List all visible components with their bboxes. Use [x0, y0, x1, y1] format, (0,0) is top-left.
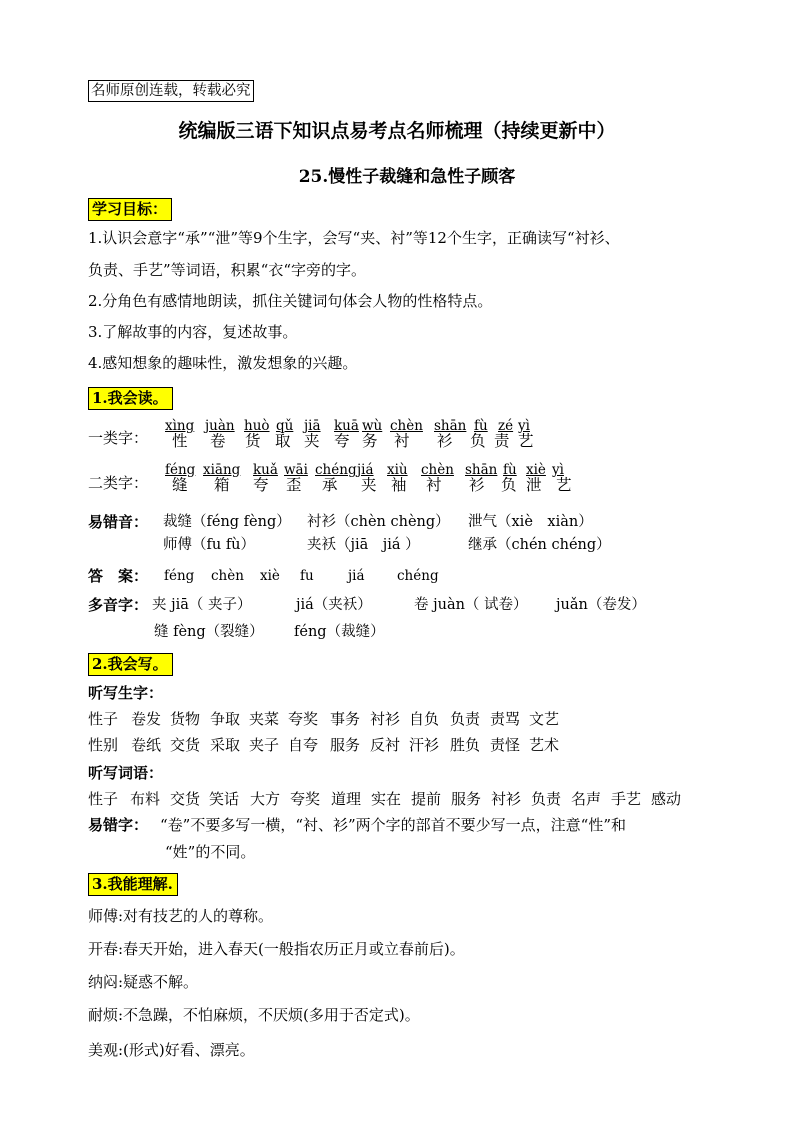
hanzi: 务 [362, 432, 378, 450]
read-heading: 1.我会读。 [88, 387, 173, 410]
pinyin: shān [465, 462, 498, 478]
goal-line: 2.分角色有感情地朗读，抓住关键词句体会人物的性格特点。 [88, 292, 493, 310]
definition-line: 耐烦:不急躁，不怕麻烦，不厌烦(多用于否定式)。 [88, 1006, 420, 1024]
pinyin: wāi [284, 462, 308, 478]
definition-line: 纳闷:疑惑不解。 [88, 973, 199, 991]
pinyin: yì [518, 418, 530, 434]
word: 手艺 [611, 790, 642, 808]
word: 布料 [130, 790, 161, 808]
hanzi: 责 [494, 432, 510, 450]
word: 货物 [170, 710, 201, 728]
definition-line: 开春:春天开始，进入春天(一般指农历正月或立春前后)。 [88, 940, 465, 958]
hanzi: 衬 [394, 432, 410, 450]
class1-label: 一类字： [88, 429, 149, 447]
pinyin: zé [498, 418, 514, 434]
word: 感动 [651, 790, 682, 808]
goal-line: 负责、手艺”等词语，积累“衣“字旁的字。 [88, 261, 367, 279]
word: 自夸 [288, 736, 319, 754]
word: 笑话 [209, 790, 240, 808]
goal-line: 4.感知想象的趣味性，激发想象的兴趣。 [88, 354, 358, 372]
pinyin: fù [474, 418, 488, 434]
word: 夹菜 [249, 710, 280, 728]
word: 艺术 [529, 736, 560, 754]
error-item: 裁缝（féng fèng） [163, 514, 291, 530]
word: 争取 [210, 710, 241, 728]
pinyin: féng [165, 462, 196, 478]
word: 衬衫 [491, 790, 522, 808]
word: 文艺 [529, 710, 560, 728]
answer-value: féng [164, 568, 195, 584]
pinyin: chèn [390, 418, 423, 434]
hanzi: 夸 [334, 432, 350, 450]
word: 采取 [210, 736, 241, 754]
hanzi: 衬 [426, 476, 442, 494]
pinyin: juàn [205, 418, 235, 434]
easy-wrong-text: “卷”不要多写一横，“衬、衫”两个字的部首不要少写一点，注意“性”和 [160, 816, 627, 834]
answer-value: fu [300, 568, 314, 584]
dictation-chars-label: 听写生字： [88, 684, 164, 702]
easy-wrong-text: “姓”的不同。 [165, 843, 256, 861]
answer-value: xiè [260, 568, 280, 584]
pinyin: jiá [357, 462, 374, 478]
word: 实在 [371, 790, 402, 808]
pinyin: chéng [315, 462, 357, 478]
word: 大方 [250, 790, 281, 808]
word: 自负 [409, 710, 440, 728]
word: 责骂 [490, 710, 521, 728]
word: 服务 [451, 790, 482, 808]
hanzi: 衫 [469, 476, 485, 494]
pinyin: xiè [526, 462, 546, 478]
word: 提前 [411, 790, 442, 808]
hanzi: 承 [322, 476, 338, 494]
easy-wrong-label: 易错字： [88, 816, 149, 834]
poly-item: 夹 jiā（ 夹子） [152, 597, 252, 613]
hanzi: 卷 [210, 432, 226, 450]
error-item: 继承（chén chéng） [468, 537, 611, 553]
word: 衬衫 [370, 710, 401, 728]
goal-line: 3.了解故事的内容，复述故事。 [88, 323, 298, 341]
poly-item: 卷 juàn（ 试卷） [414, 597, 528, 613]
hanzi: 夸 [253, 476, 269, 494]
poly-item: féng（裁缝） [294, 624, 385, 640]
word: 交货 [170, 736, 201, 754]
pinyin: xiāng [203, 462, 241, 478]
word: 责怪 [490, 736, 521, 754]
pinyin: xiù [387, 462, 408, 478]
hanzi: 性 [172, 432, 188, 450]
word: 卷发 [131, 710, 162, 728]
hanzi: 取 [275, 432, 291, 450]
word: 事务 [330, 710, 361, 728]
word: 卷纸 [131, 736, 162, 754]
goal-line: 1.认识会意字“承”“泄”等9个生字，会写“夹、衬”等12个生字，正确读写“衬衫、 [88, 229, 620, 247]
goals-heading: 学习目标： [88, 198, 172, 221]
error-item: 夹袄（jiā jiá ） [307, 537, 420, 553]
word: 名声 [571, 790, 602, 808]
word: 服务 [330, 736, 361, 754]
word: 汗衫 [409, 736, 440, 754]
pinyin: kuǎ [253, 462, 278, 478]
poly-label: 多音字： [88, 596, 149, 614]
pinyin: kuā [334, 418, 359, 434]
error-item: 师傅（fu fù） [163, 537, 256, 553]
answer-value: jiá [348, 568, 365, 584]
word: 性子 [88, 790, 119, 808]
hanzi: 箱 [214, 476, 230, 494]
pinyin: huò [244, 418, 270, 434]
write-heading: 2.我会写。 [88, 653, 173, 676]
hanzi: 艺 [518, 432, 534, 450]
copyright-notice: 名师原创连载，转载必究 [88, 80, 254, 102]
word: 负责 [450, 710, 481, 728]
hanzi: 夹 [361, 476, 377, 494]
page-title: 统编版三语下知识点易考点名师梳理（持续更新中） [178, 120, 616, 142]
poly-item: jiá（夹袄） [296, 597, 372, 613]
word: 夸奖 [288, 710, 319, 728]
answers-label: 答 案： [88, 567, 149, 585]
word: 性子 [88, 710, 119, 728]
hanzi: 负 [470, 432, 486, 450]
error-item: 衬衫（chèn chèng） [307, 514, 450, 530]
error-item: 泄气（xiè xiàn） [468, 514, 593, 530]
pinyin: qǔ [276, 418, 294, 434]
word: 反衬 [370, 736, 401, 754]
pinyin: fù [503, 462, 517, 478]
word: 道理 [331, 790, 362, 808]
hanzi: 货 [245, 432, 261, 450]
hanzi: 负 [501, 476, 517, 494]
word: 性别 [88, 736, 119, 754]
pinyin: shān [434, 418, 467, 434]
hanzi: 缝 [172, 476, 188, 494]
answer-value: chéng [397, 568, 439, 584]
dictation-words-label: 听写词语： [88, 764, 164, 782]
word: 胜负 [450, 736, 481, 754]
poly-item: juǎn（卷发） [556, 597, 646, 613]
hanzi: 艺 [556, 476, 572, 494]
class2-label: 二类字： [88, 474, 149, 492]
lesson-title: 25.慢性子裁缝和急性子顾客 [298, 167, 516, 187]
pinyin: yì [552, 462, 564, 478]
hanzi: 夹 [304, 432, 320, 450]
word: 夹子 [249, 736, 280, 754]
hanzi: 歪 [286, 476, 302, 494]
poly-item: 缝 fèng（裂缝） [154, 624, 264, 640]
pinyin: jiā [304, 418, 321, 434]
understand-heading: 3.我能理解. [88, 873, 178, 896]
pinyin: chèn [421, 462, 454, 478]
word: 交货 [170, 790, 201, 808]
pinyin: wù [362, 418, 383, 434]
definition-line: 师傅:对有技艺的人的尊称。 [88, 907, 274, 925]
errors-label: 易错音： [88, 513, 149, 531]
word: 负责 [531, 790, 562, 808]
hanzi: 泄 [526, 476, 542, 494]
word: 夸奖 [290, 790, 321, 808]
answer-value: chèn [211, 568, 244, 584]
hanzi: 衫 [437, 432, 453, 450]
hanzi: 袖 [391, 476, 407, 494]
definition-line: 美观:(形式)好看、漂亮。 [88, 1041, 255, 1059]
pinyin: xìng [165, 418, 195, 434]
